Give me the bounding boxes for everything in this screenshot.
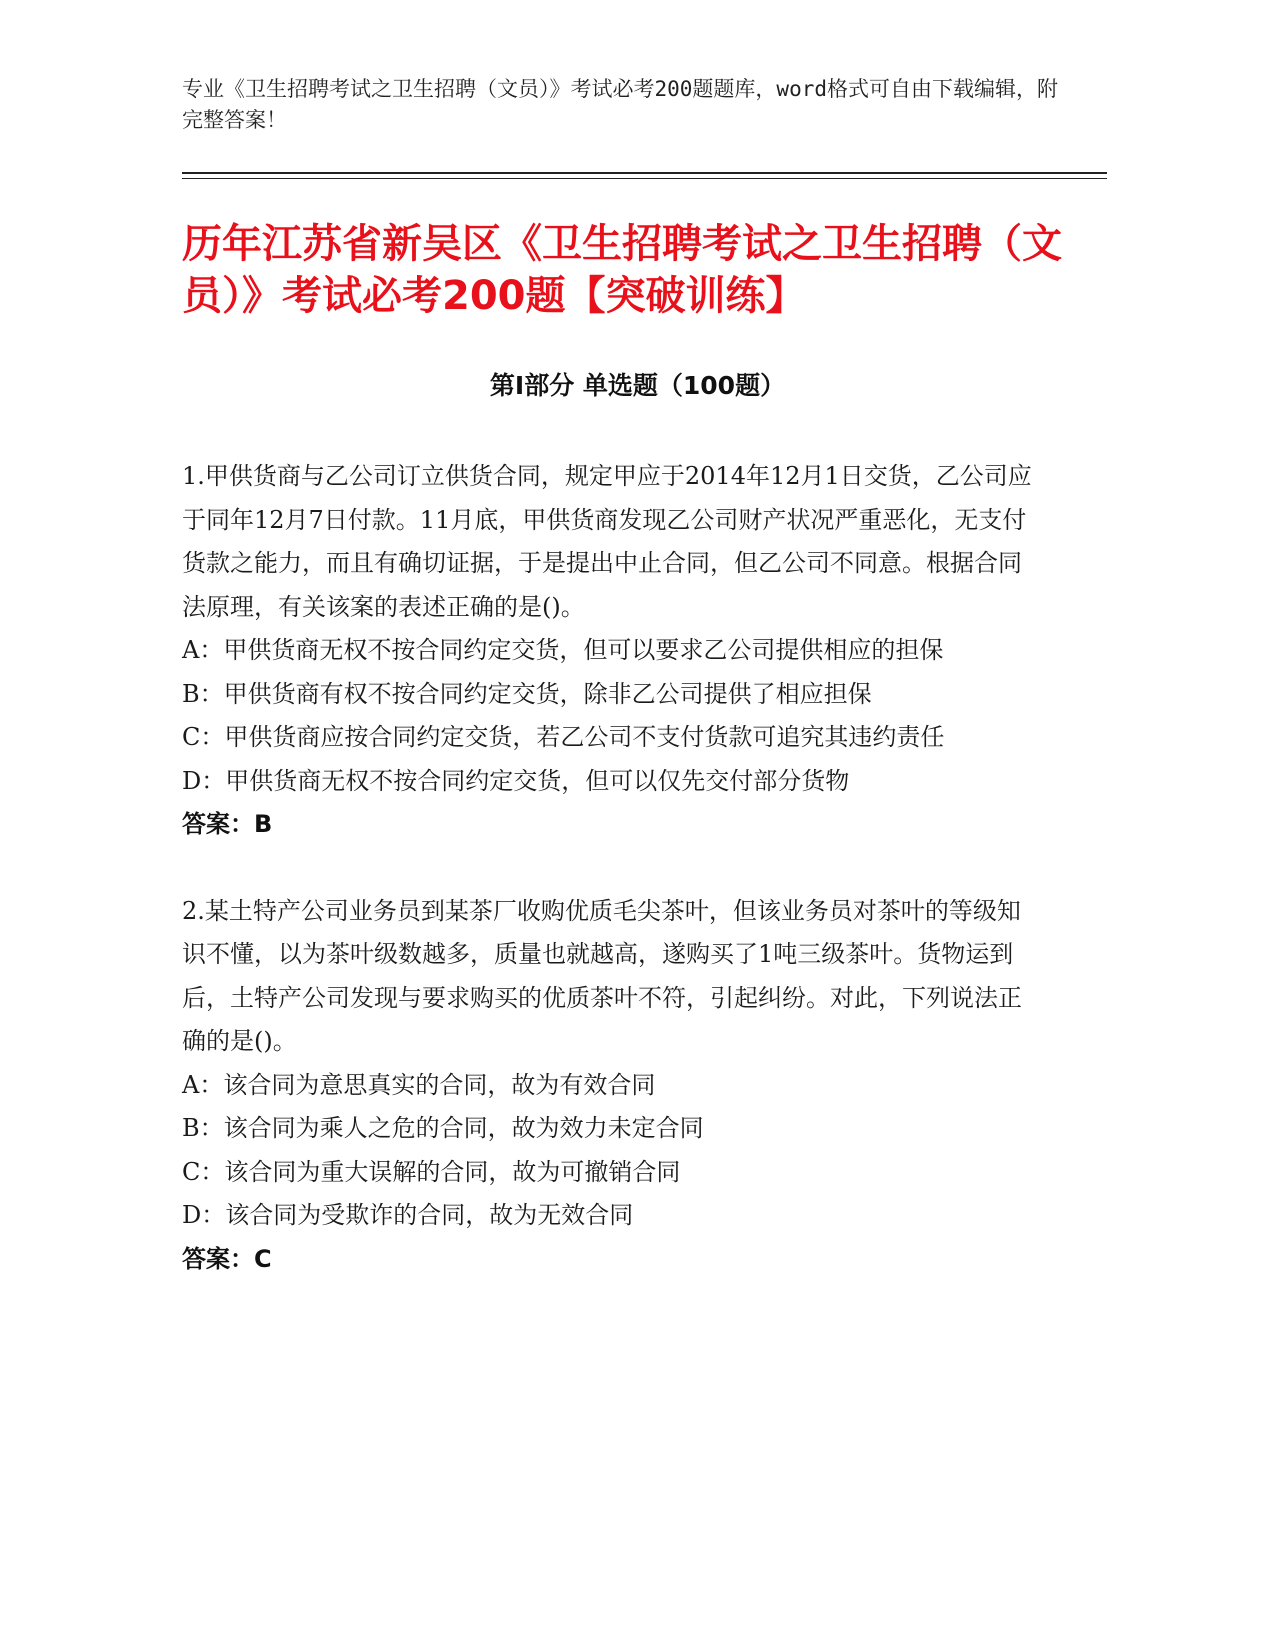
question-stem: 1.甲供货商与乙公司订立供货合同，规定甲应于2014年12月1日交货，乙公司应于同年12月7日付款。11月底，甲供货商发现乙公司财产状况严重恶化，无支付货款之能力，而且有确切证据，于是提出中止合同，但乙公司不同意。根据合同法原理，有关该案的表述正确的是()。 xyxy=(182,462,1032,621)
header-note: 专业《卫生招聘考试之卫生招聘（文员）》考试必考200题题库，word格式可自由下载编辑，附完整答案！ xyxy=(182,77,1058,132)
question-1 xyxy=(182,455,1042,847)
option-d: D：该合同为受欺诈的合同，故为无效合同 xyxy=(182,1201,634,1229)
answer: 答案：C xyxy=(182,1244,272,1273)
question-2 xyxy=(182,890,1042,1282)
option-d: D：甲供货商无权不按合同约定交货，但可以仅先交付部分货物 xyxy=(182,766,850,795)
option-a: A：该合同为意思真实的合同，故为有效合同 xyxy=(182,1070,656,1099)
option-b: B：甲供货商有权不按合同约定交货，除非乙公司提供了相应担保 xyxy=(182,679,872,708)
option-a: A：甲供货商无权不按合同约定交货，但可以要求乙公司提供相应的担保 xyxy=(182,636,944,664)
answer: 答案：B xyxy=(182,810,273,838)
option-c: C：甲供货商应按合同约定交货，若乙公司不支付货款可追究其违约责任 xyxy=(182,723,945,751)
header-rule-thick xyxy=(182,172,1107,174)
option-c: C：该合同为重大误解的合同，故为可撤销合同 xyxy=(182,1157,681,1186)
document-title: 历年江苏省新吴区《卫生招聘考试之卫生招聘（文员）》考试必考200题【突破训练】 xyxy=(182,221,1062,319)
section-title: 第Ⅰ部分 单选题（100题） xyxy=(489,371,786,400)
question-stem: 2.某土特产公司业务员到某茶厂收购优质毛尖茶叶，但该业务员对茶叶的等级知识不懂，以为茶叶级数越多，质量也就越高，遂购买了1吨三级茶叶。货物运到后，土特产公司发现与要求购买的优质茶叶不符，引起纠纷。对此，下列说法正确的是()。 xyxy=(182,896,1022,1055)
header-rule-thin xyxy=(182,178,1107,179)
question-list xyxy=(182,455,1042,1324)
option-b: B：该合同为乘人之危的合同，故为效力未定合同 xyxy=(182,1114,704,1142)
